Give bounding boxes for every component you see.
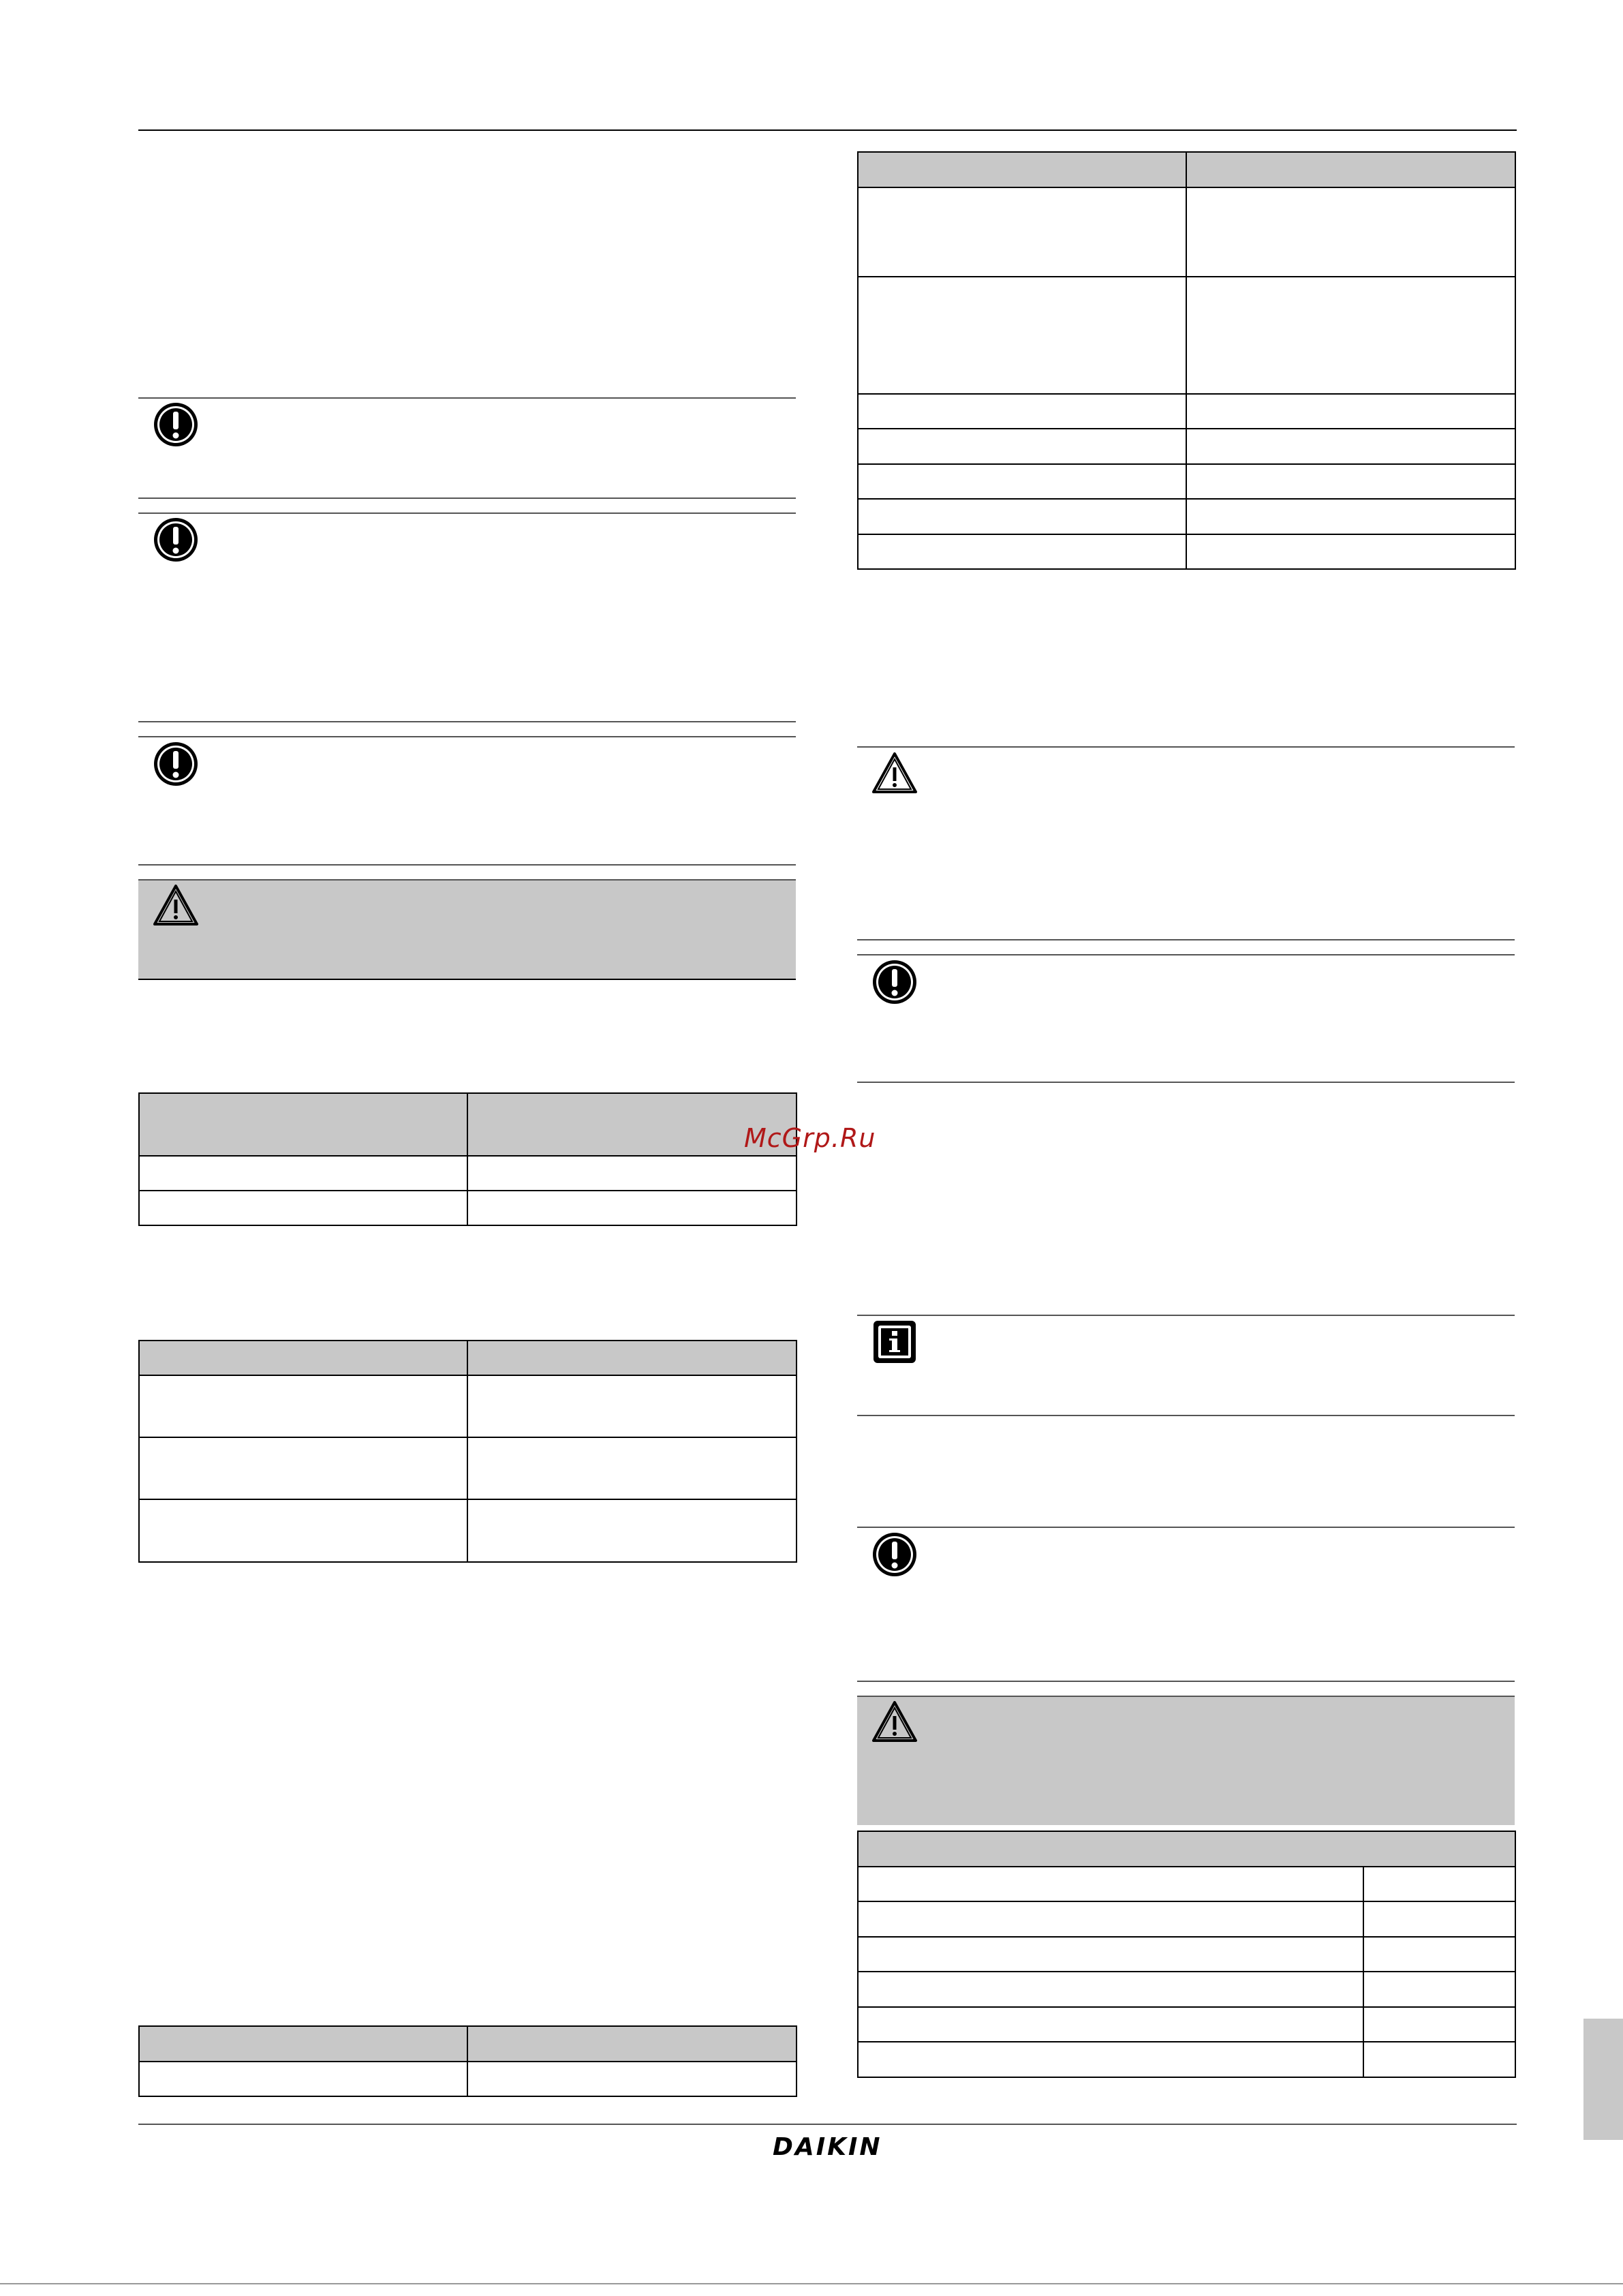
caution-block-right-top [857,746,1515,748]
table-row [858,429,1515,464]
table-row [139,1341,797,1375]
table-row [858,1937,1515,1972]
table-row [139,2026,797,2062]
caution-block-right-bottom [857,939,1515,940]
table-row [858,2007,1515,2042]
table-row [139,1156,797,1191]
exclamation-circle-icon [871,1531,918,1578]
top-rule [138,129,1517,131]
info-block-bottom [857,1415,1515,1416]
table-row [858,464,1515,499]
notice-block-r1-top [857,954,1515,955]
table-row [858,499,1515,534]
info-block-top [857,1315,1515,1316]
notice-block-1-top [138,397,796,399]
table-row [139,1375,797,1437]
warning-triangle-icon [871,1698,918,1746]
table-right-2 [857,1831,1516,2078]
table-row [139,1191,797,1225]
page-bottom-edge [0,2283,1623,2284]
table-row [139,1437,797,1499]
table-row [858,1901,1515,1937]
info-box-icon [871,1318,918,1366]
brand-logo: DAIKIN [773,2133,882,2161]
watermark: McGrp.Ru [744,1123,876,1153]
caution-block-left [138,879,796,980]
footer-rule [138,2124,1517,2125]
table-row [139,1093,797,1156]
table-row [858,187,1515,277]
caution-block-right-shaded [857,1696,1515,1825]
table-left-3 [138,2025,797,2097]
table-row [139,1499,797,1562]
table-left-1 [138,1092,797,1226]
notice-block-2-top [138,512,796,514]
table-right-1 [857,151,1516,570]
exclamation-circle-icon [871,958,918,1006]
table-row [858,1831,1515,1867]
notice-block-2-bottom [138,721,796,722]
notice-block-3-top [138,736,796,737]
notice-block-r1-bottom [857,1082,1515,1083]
notice-block-r2-bottom [857,1681,1515,1682]
table-left-2 [138,1340,797,1563]
table-row [858,2042,1515,2077]
table-row [858,1972,1515,2007]
notice-block-r2-top [857,1527,1515,1528]
table-row [858,394,1515,429]
notice-block-1-bottom [138,498,796,499]
table-row [858,152,1515,187]
warning-triangle-icon [871,750,918,797]
notice-block-3-bottom [138,864,796,866]
exclamation-circle-icon [152,516,200,564]
table-row [139,2062,797,2096]
table-row [858,534,1515,569]
table-row [858,277,1515,394]
exclamation-circle-icon [152,401,200,448]
table-row [858,1867,1515,1901]
exclamation-circle-icon [152,740,200,788]
side-tab-marker [1583,2019,1623,2140]
caution-block-left-bottom [138,979,796,980]
warning-triangle-icon [152,882,200,930]
